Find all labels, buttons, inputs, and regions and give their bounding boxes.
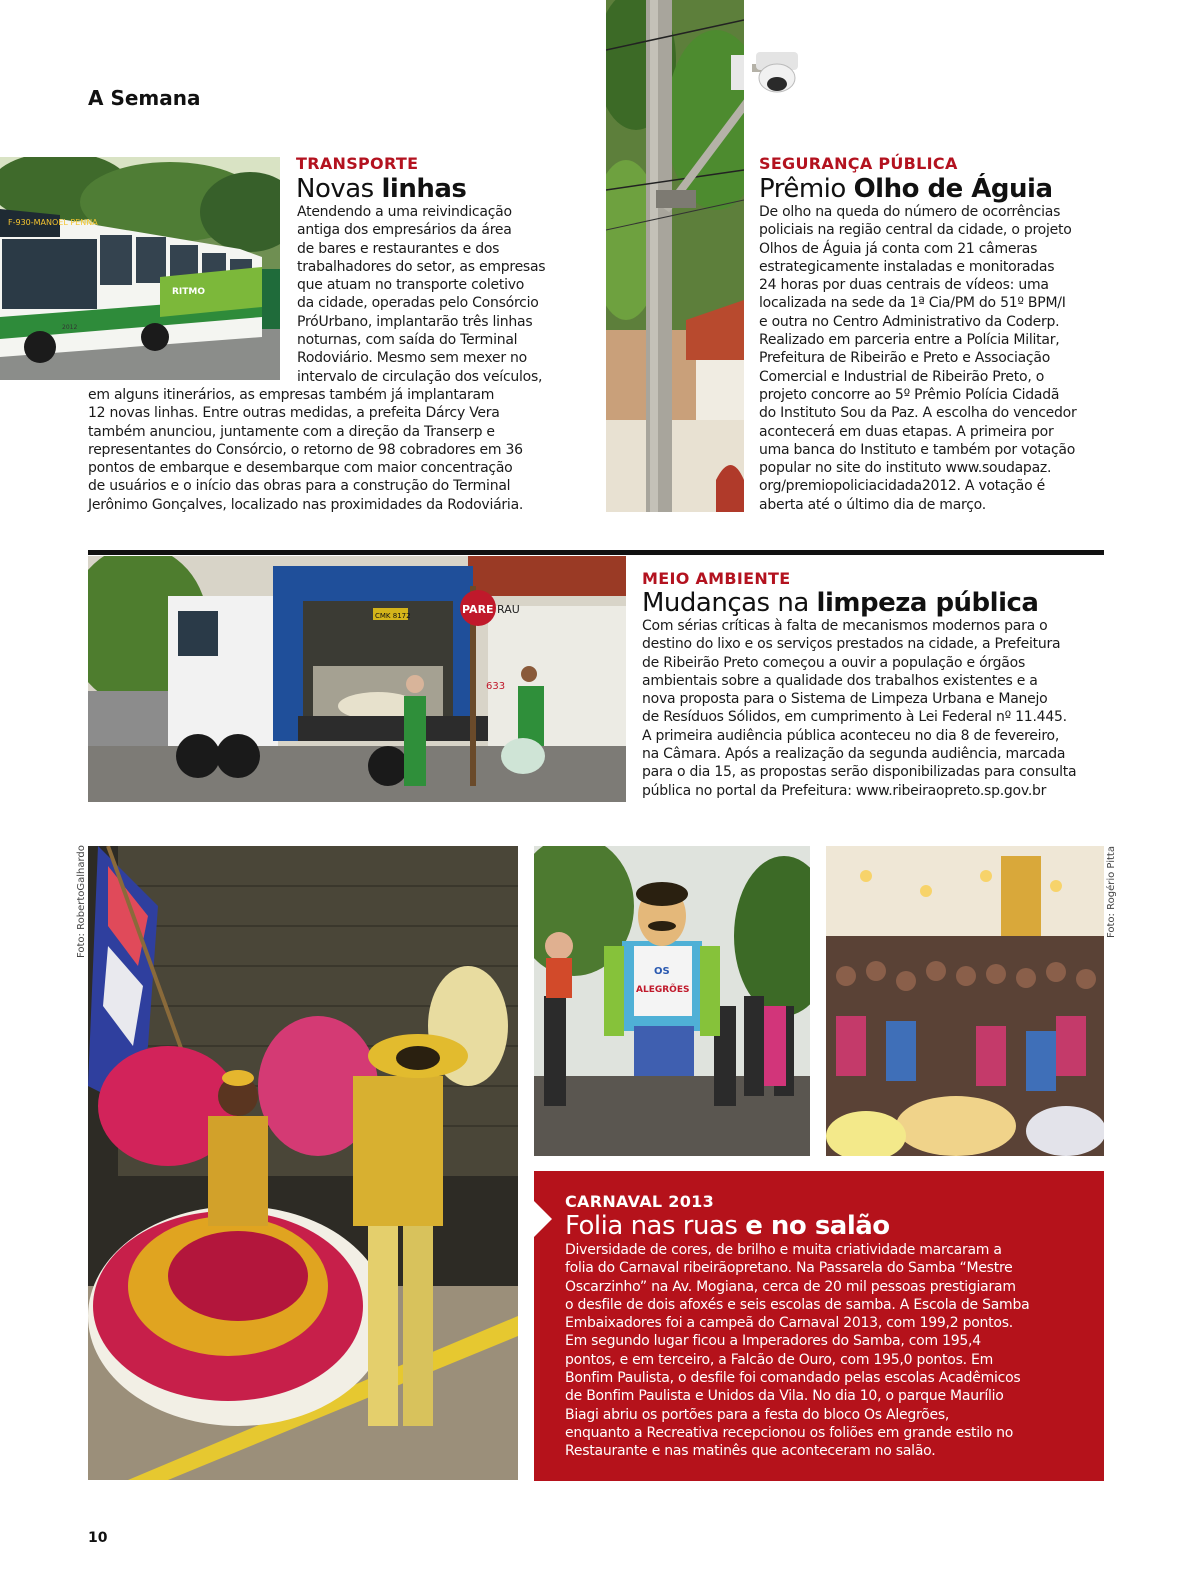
carnaval-section-label: CARNAVAL 2013 bbox=[565, 1192, 715, 1211]
body-line: folia do Carnaval ribeirãopretano. Na Passarela do Samba “Mestre bbox=[565, 1260, 1013, 1277]
headline-bold: Olho de Águia bbox=[853, 174, 1053, 204]
body-line: estrategicamente instaladas e monitoradas bbox=[759, 258, 1055, 275]
wall-number: 633 bbox=[486, 681, 506, 692]
body-line: Prefeitura de Ribeirão e Preto e Associação bbox=[759, 350, 1051, 367]
meio-ambiente-section-label: MEIO AMBIENTE bbox=[642, 569, 791, 588]
body-line: localizada na sede da 1ª Cia/PM do 51º BPM/I bbox=[759, 295, 1066, 312]
stop-sign-text: PARE bbox=[462, 603, 494, 616]
body-line: o desfile de dois afoxés e seis escolas de samba. A Escola de Samba bbox=[565, 1296, 1030, 1313]
body-line: para o dia 15, as propostas serão disponibilizadas para consulta bbox=[642, 764, 1077, 781]
page-number: 10 bbox=[88, 1530, 108, 1546]
body-line: Rodoviário. Mesmo sem mexer no bbox=[297, 350, 527, 367]
photo-credit-left: Foto: RobertoGalhardo bbox=[76, 845, 87, 958]
body-line: Diversidade de cores, de brilho e muita criatividade marcaram a bbox=[565, 1242, 1002, 1258]
bus-brand: RITMO bbox=[172, 287, 206, 297]
headline-light: Novas bbox=[296, 174, 382, 204]
samba-dancers-photo bbox=[88, 846, 518, 1480]
body-line: De olho na queda do número de ocorrências bbox=[759, 204, 1061, 220]
body-line: também anunciou, juntamente com a direção da Transerp e bbox=[88, 423, 495, 440]
body-line: da cidade, operadas pelo Consórcio bbox=[297, 295, 539, 312]
body-line: PróUrbano, implantarão três linhas bbox=[297, 313, 533, 330]
body-line: Realizado em parceria entre a Polícia Militar, bbox=[759, 332, 1060, 349]
carnaval-text-box bbox=[534, 1171, 1104, 1481]
body-line: e outra no Centro Administrativo da Coderp. bbox=[759, 313, 1060, 330]
body-line: A primeira audiência pública aconteceu no dia 8 de fevereiro, bbox=[642, 727, 1060, 744]
garbage-truck-photo bbox=[88, 556, 626, 802]
puppet-sign-line2: ALEGRÕES bbox=[636, 985, 690, 995]
body-line: popular no site do instituto www.soudapaz. bbox=[759, 460, 1052, 477]
body-line: Jerônimo Gonçalves, localizado nas proximidades da Rodoviária. bbox=[88, 496, 524, 513]
meio-ambiente-body bbox=[642, 617, 1076, 800]
body-line: pública no portal da Prefeitura: www.ribeiraopreto.sp.gov.br bbox=[642, 782, 1047, 799]
body-line: Biagi abriu os portões para a festa do bloco Os Alegrões, bbox=[565, 1406, 950, 1423]
transporte-body-upper bbox=[297, 203, 545, 386]
ballroom-photo bbox=[826, 846, 1104, 1156]
body-line: aberta até o último dia de março. bbox=[759, 496, 986, 513]
body-line: 24 horas por duas centrais de vídeos: uma bbox=[759, 277, 1049, 294]
body-line: org/premiopoliciacidada2012. A votação é bbox=[759, 478, 1046, 495]
body-line: nova proposta para o Sistema de Limpeza Urbana e Manejo bbox=[642, 691, 1048, 708]
body-line: que atuam no transporte coletivo bbox=[297, 277, 525, 294]
body-line: 12 novas linhas. Entre outras medidas, a prefeita Dárcy Vera bbox=[88, 405, 500, 422]
body-line: Em segundo lugar ficou a Imperadores do Samba, com 195,4 bbox=[565, 1333, 981, 1350]
body-line: intervalo de circulação dos veículos, bbox=[297, 368, 543, 385]
body-line: enquanto a Recreativa recepcionou os foliões em grande estilo no bbox=[565, 1424, 1014, 1441]
seguranca-body bbox=[759, 203, 1076, 514]
section-divider bbox=[88, 550, 1104, 555]
body-line: pontos de embarque e desembarque com maior concentração bbox=[88, 460, 513, 477]
body-line: policiais na região central da cidade, o projeto bbox=[759, 222, 1072, 239]
transporte-body-lower bbox=[88, 386, 523, 514]
body-line: Restaurante e nas matinês que aconteceram no salão. bbox=[565, 1443, 936, 1460]
body-line: Atendendo a uma reivindicação bbox=[297, 204, 512, 220]
body-line: de usuários e o início das obras para a construção do Terminal bbox=[88, 478, 511, 495]
body-line: acontecerá em duas etapas. A primeira por bbox=[759, 423, 1054, 440]
body-line: Bonfim Paulista, o desfile foi comandado pelas escolas Acadêmicos bbox=[565, 1370, 1021, 1387]
carnaval-headline bbox=[565, 1211, 890, 1241]
meio-ambiente-headline bbox=[642, 588, 1038, 618]
body-line: Comercial e Industrial de Ribeirão Preto, o bbox=[759, 368, 1045, 385]
body-line: Olhos de Águia já conta com 21 câmeras bbox=[759, 240, 1038, 257]
carnaval-body bbox=[565, 1241, 1029, 1461]
box-notch bbox=[534, 1201, 552, 1237]
security-camera-photo bbox=[606, 0, 744, 512]
body-line: antiga dos empresários da área bbox=[297, 222, 512, 239]
bus-photo bbox=[0, 157, 280, 380]
bus-number: 2012 bbox=[62, 324, 78, 331]
body-line: em alguns itinerários, as empresas também já implantaram bbox=[88, 387, 495, 403]
body-line: Com sérias críticas à falta de mecanismos modernos para o bbox=[642, 618, 1048, 634]
seguranca-section-label: SEGURANÇA PÚBLICA bbox=[759, 154, 958, 173]
headline-light: Mudanças na bbox=[642, 588, 817, 618]
body-line: de Ribeirão Preto começou a ouvir a população e órgãos bbox=[642, 654, 1025, 671]
body-line: de bares e restaurantes e dos bbox=[297, 240, 500, 257]
puppet-sign-line1: OS bbox=[654, 966, 670, 977]
body-line: trabalhadores do setor, as empresas bbox=[297, 258, 546, 275]
headline-bold: e no salão bbox=[745, 1211, 890, 1241]
giant-puppets-photo bbox=[534, 846, 810, 1156]
body-line: noturnas, com saída do Terminal bbox=[297, 332, 518, 349]
transporte-headline bbox=[296, 174, 466, 204]
bus-sign: F-930-MANOEL PENNA bbox=[8, 218, 98, 227]
photo-credit-right: Foto: Rogério Pitta bbox=[1106, 846, 1117, 938]
transporte-section-label: TRANSPORTE bbox=[296, 154, 419, 173]
truck-plate: CMK 8172 bbox=[375, 612, 411, 620]
body-line: uma banca do Instituto e também por votação bbox=[759, 441, 1076, 458]
body-line: de Bonfim Paulista e Unidos da Vila. No dia 10, o parque Maurílio bbox=[565, 1388, 1004, 1405]
body-line: projeto concorre ao 5º Prêmio Polícia Cidadã bbox=[759, 386, 1060, 403]
headline-light: Folia nas ruas bbox=[565, 1211, 746, 1241]
body-line: pontos, e em terceiro, a Falcão de Ouro, com 195,0 pontos. Em bbox=[565, 1351, 994, 1368]
camera-dome bbox=[752, 44, 802, 96]
body-line: de Resíduos Sólidos, em cumprimento à Lei Federal nº 11.445. bbox=[642, 709, 1067, 726]
body-line: na Câmara. Após a realização da segunda audiência, marcada bbox=[642, 746, 1066, 763]
body-line: representantes do Consórcio, o retorno de 98 cobradores em 36 bbox=[88, 441, 523, 458]
seguranca-headline bbox=[759, 174, 1053, 204]
page-title: A Semana bbox=[88, 86, 201, 110]
body-line: do Instituto Sou da Paz. A escolha do vencedor bbox=[759, 405, 1077, 422]
body-line: Embaixadores foi a campeã do Carnaval 2013, com 199,2 pontos. bbox=[565, 1315, 1013, 1332]
headline-light: Prêmio bbox=[759, 174, 854, 204]
body-line: ambientais sobre a qualidade dos trabalhos existentes e a bbox=[642, 672, 1038, 689]
body-line: destino do lixo e os serviços prestados na cidade, a Prefeitura bbox=[642, 636, 1061, 653]
wall-letters: RAU bbox=[497, 603, 520, 616]
headline-bold: limpeza pública bbox=[816, 588, 1039, 618]
body-line: Oscarzinho” na Av. Mogiana, cerca de 20 mil pessoas prestigiaram bbox=[565, 1278, 1016, 1295]
headline-bold: linhas bbox=[381, 174, 467, 204]
